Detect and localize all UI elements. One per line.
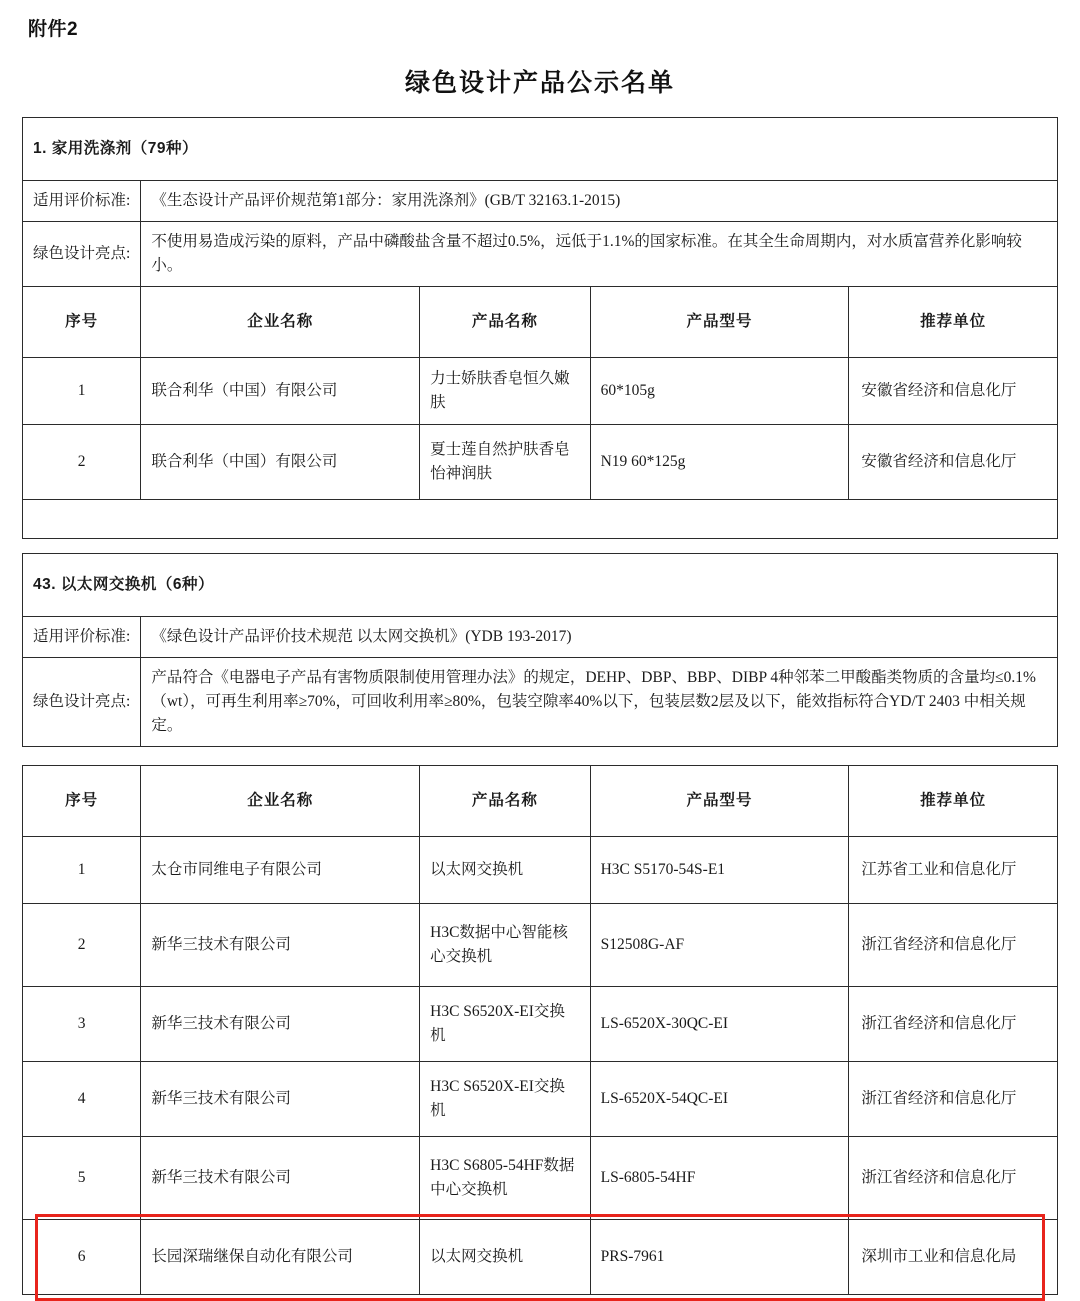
- criteria-label: 适用评价标准:: [23, 617, 141, 658]
- highlights-label: 绿色设计亮点:: [23, 222, 141, 287]
- column-header-recommender: 推荐单位: [849, 287, 1058, 358]
- cell-model: LS-6520X-30QC-EI: [590, 987, 849, 1062]
- cell-model: LS-6520X-54QC-EI: [590, 1062, 849, 1137]
- table-row-highlighted: [23, 1220, 1058, 1295]
- table-header-row: [23, 287, 1058, 358]
- table-header-row: [23, 766, 1058, 837]
- cell-recommender: 浙江省经济和信息化厅: [849, 1062, 1058, 1137]
- cell-company: 新华三技术有限公司: [141, 1137, 420, 1220]
- cell-product: 以太网交换机: [420, 1220, 590, 1295]
- cell-index: 4: [23, 1062, 141, 1137]
- cell-product: 以太网交换机: [420, 837, 590, 904]
- cell-product: H3C S6805-54HF数据中心交换机: [420, 1137, 590, 1220]
- cell-index: 1: [23, 358, 141, 425]
- section-heading: 43. 以太网交换机（6种）: [23, 554, 1058, 617]
- criteria-value: 《绿色设计产品评价技术规范 以太网交换机》(YDB 193-2017): [141, 617, 1058, 658]
- table-row: [23, 837, 1058, 904]
- criteria-row: [23, 181, 1058, 222]
- cell-product: 力士娇肤香皂恒久嫩肤: [420, 358, 590, 425]
- highlights-row: [23, 658, 1058, 747]
- table-row: [23, 1062, 1058, 1137]
- cell-company: 长园深瑞继保自动化有限公司: [141, 1220, 420, 1295]
- cell-company: 联合利华（中国）有限公司: [141, 425, 420, 500]
- table-row: [23, 425, 1058, 500]
- cell-product: 夏士莲自然护肤香皂怡神润肤: [420, 425, 590, 500]
- cell-model: H3C S5170-54S-E1: [590, 837, 849, 904]
- column-header-model: 产品型号: [590, 766, 849, 837]
- column-header-recommender: 推荐单位: [849, 766, 1058, 837]
- highlights-row: [23, 222, 1058, 287]
- cell-index: 2: [23, 425, 141, 500]
- criteria-label: 适用评价标准:: [23, 181, 141, 222]
- highlights-value: 产品符合《电器电子产品有害物质限制使用管理办法》的规定，DEHP、DBP、BBP、DIBP 4种邻苯二甲酸酯类物质的含量均≤0.1%（wt），可再生利用率≥70%，可回收利用率≥80%，包装空隙率40%以下，包装层数2层及以下，能效指标符合YD/T 2403 中相关规定。: [141, 658, 1058, 747]
- cell-model: LS-6805-54HF: [590, 1137, 849, 1220]
- attachment-label: 附件2: [28, 19, 79, 40]
- table-truncation-row: [23, 500, 1058, 539]
- column-header-company: 企业名称: [141, 766, 420, 837]
- cell-product: H3C S6520X-EI交换机: [420, 1062, 590, 1137]
- cell-company: 新华三技术有限公司: [141, 987, 420, 1062]
- section-heading-row: [23, 554, 1058, 617]
- cell-recommender: 深圳市工业和信息化局: [849, 1220, 1058, 1295]
- cell-company: 联合利华（中国）有限公司: [141, 358, 420, 425]
- column-header-index: 序号: [23, 287, 141, 358]
- table-row: [23, 987, 1058, 1062]
- cell-company: 新华三技术有限公司: [141, 1062, 420, 1137]
- cell-recommender: 江苏省工业和信息化厅: [849, 837, 1058, 904]
- cell-model: 60*105g: [590, 358, 849, 425]
- criteria-row: [23, 617, 1058, 658]
- cell-index: 3: [23, 987, 141, 1062]
- cell-index: 2: [23, 904, 141, 987]
- cell-model: S12508G-AF: [590, 904, 849, 987]
- cell-recommender: 安徽省经济和信息化厅: [849, 358, 1058, 425]
- cell-index: 1: [23, 837, 141, 904]
- cell-model: N19 60*125g: [590, 425, 849, 500]
- highlights-label: 绿色设计亮点:: [23, 658, 141, 747]
- criteria-value: 《生态设计产品评价规范第1部分：家用洗涤剂》(GB/T 32163.1-2015): [141, 181, 1058, 222]
- cell-index: 6: [23, 1220, 141, 1295]
- cell-product: H3C S6520X-EI交换机: [420, 987, 590, 1062]
- highlights-value: 不使用易造成污染的原料，产品中磷酸盐含量不超过0.5%，远低于1.1%的国家标准。在其全生命周期内，对水质富营养化影响较小。: [141, 222, 1058, 287]
- column-header-product: 产品名称: [420, 287, 590, 358]
- table-row: [23, 358, 1058, 425]
- cell-recommender: 浙江省经济和信息化厅: [849, 904, 1058, 987]
- section-gap: [22, 747, 1058, 765]
- cell-model: PRS-7961: [590, 1220, 849, 1295]
- page-title: 绿色设计产品公示名单: [404, 69, 675, 97]
- column-header-company: 企业名称: [141, 287, 420, 358]
- column-header-index: 序号: [23, 766, 141, 837]
- cell-company: 新华三技术有限公司: [141, 904, 420, 987]
- section-table-ethernet-switch-list: [22, 765, 1058, 1295]
- section-heading: 1. 家用洗涤剂（79种）: [23, 118, 1058, 181]
- cell-company: 太仓市同维电子有限公司: [141, 837, 420, 904]
- section-gap: [22, 539, 1058, 553]
- cell-recommender: 安徽省经济和信息化厅: [849, 425, 1058, 500]
- table-row: [23, 1137, 1058, 1220]
- section-table-ethernet-switch-info: [22, 553, 1058, 747]
- section-heading-row: [23, 118, 1058, 181]
- table-row: [23, 904, 1058, 987]
- section-table-household-detergent: [22, 117, 1058, 539]
- column-header-product: 产品名称: [420, 766, 590, 837]
- ethernet-switch-list-wrapper: [22, 765, 1058, 1295]
- cell-recommender: 浙江省经济和信息化厅: [849, 987, 1058, 1062]
- cell-recommender: 浙江省经济和信息化厅: [849, 1137, 1058, 1220]
- cell-product: H3C数据中心智能核心交换机: [420, 904, 590, 987]
- cell-index: 5: [23, 1137, 141, 1220]
- column-header-model: 产品型号: [590, 287, 849, 358]
